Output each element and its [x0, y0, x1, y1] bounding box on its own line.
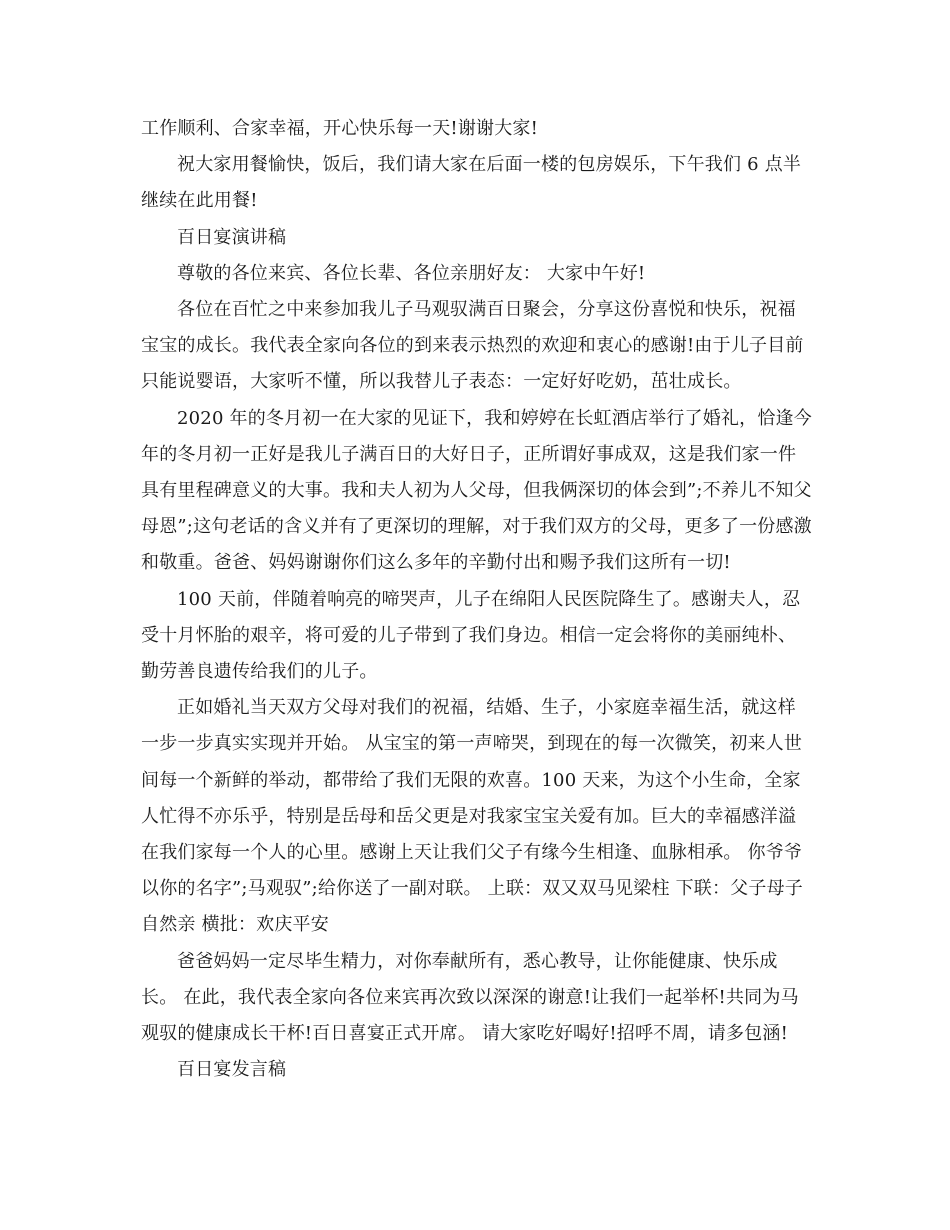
section-heading-remarks: 百日宴发言稿	[177, 1059, 287, 1081]
paragraph-closing-wishes: 工作顺利、合家幸福，开心快乐每一天!谢谢大家!	[141, 118, 539, 139]
paragraph-dining-notice: 祝大家用餐愉快，饭后，我们请大家在后面一楼的包房娱乐，下午我们 6 点半继续在此用餐!	[141, 154, 802, 212]
paragraph-birth: 100 天前，伴随着响亮的啼哭声，儿子在绵阳人民医院降生了。感谢夫人，忍受十月怀胎的艰辛，将可爱的儿子带到了我们身边。相信一定会将你的美丽纯朴、勤劳善良遗传给我们的儿子。	[141, 588, 801, 683]
paragraph-salutation: 尊敬的各位来宾、各位长辈、各位亲朋好友： 大家中午好!	[177, 262, 646, 284]
paragraph-wedding-anniversary: 2020 年的冬月初一在大家的见证下，我和婷婷在长虹酒店举行了婚礼，恰逢今年的冬月初一正好是我儿子满百日的大好日子，正所谓好事成双，这是我们家一件具有里程碑意义的大事。我和夫人初为人父母，但我俩深切的体会到”;不养儿不知父母恩”;这句老话的含义并有了更深切的理解，对于我们双方的父母，更多了一份感激和敬重。爸爸、妈妈谢谢你们这么多年的辛勤付出和赐予我们这所有一切!	[141, 407, 812, 574]
section-heading-speech: 百日宴演讲稿	[177, 226, 287, 248]
paragraph-welcome: 各位在百忙之中来参加我儿子马观驭满百日聚会，分享这份喜悦和快乐，祝福宝宝的成长。我代表全家向各位的到来表示热烈的欢迎和衷心的感谢!由于儿子目前只能说婴语，大家听不懂，所以我替儿子表态：一定好好吃奶，茁壮成长。	[141, 299, 804, 393]
document-body	[141, 111, 813, 1088]
paragraph-family-blessings: 正如婚礼当天双方父母对我们的祝福，结婚、生子，小家庭幸福生活，就这样一步一步真实实现并开始。 从宝宝的第一声啼哭，到现在的每一次微笑，初来人世间每一个新鲜的举动，都带给了我们无限的欢喜。100 天来，为这个小生命，全家人忙得不亦乐乎，特别是岳母和岳父更是对我家宝宝关爱有加。巨大的幸福感洋溢在我们家每一个人的心里。感谢上天让我们父子有缘今生相逢、血脉相承。 你爷爷以你的名字”;马观驭”;给你送了一副对联。 上联：双又双马见梁柱 下联：父子母子自然亲 横批：欢庆平安	[141, 697, 803, 936]
paragraph-toast: 爸爸妈妈一定尽毕生精力，对你奉献所有，悉心教导，让你能健康、快乐成长。 在此，我代表全家向各位来宾再次致以深深的谢意!让我们一起举杯!共同为马观驭的健康成长干杯!百日喜宴正式开席。 请大家吃好喝好!招呼不周，请多包涵!	[141, 950, 799, 1045]
